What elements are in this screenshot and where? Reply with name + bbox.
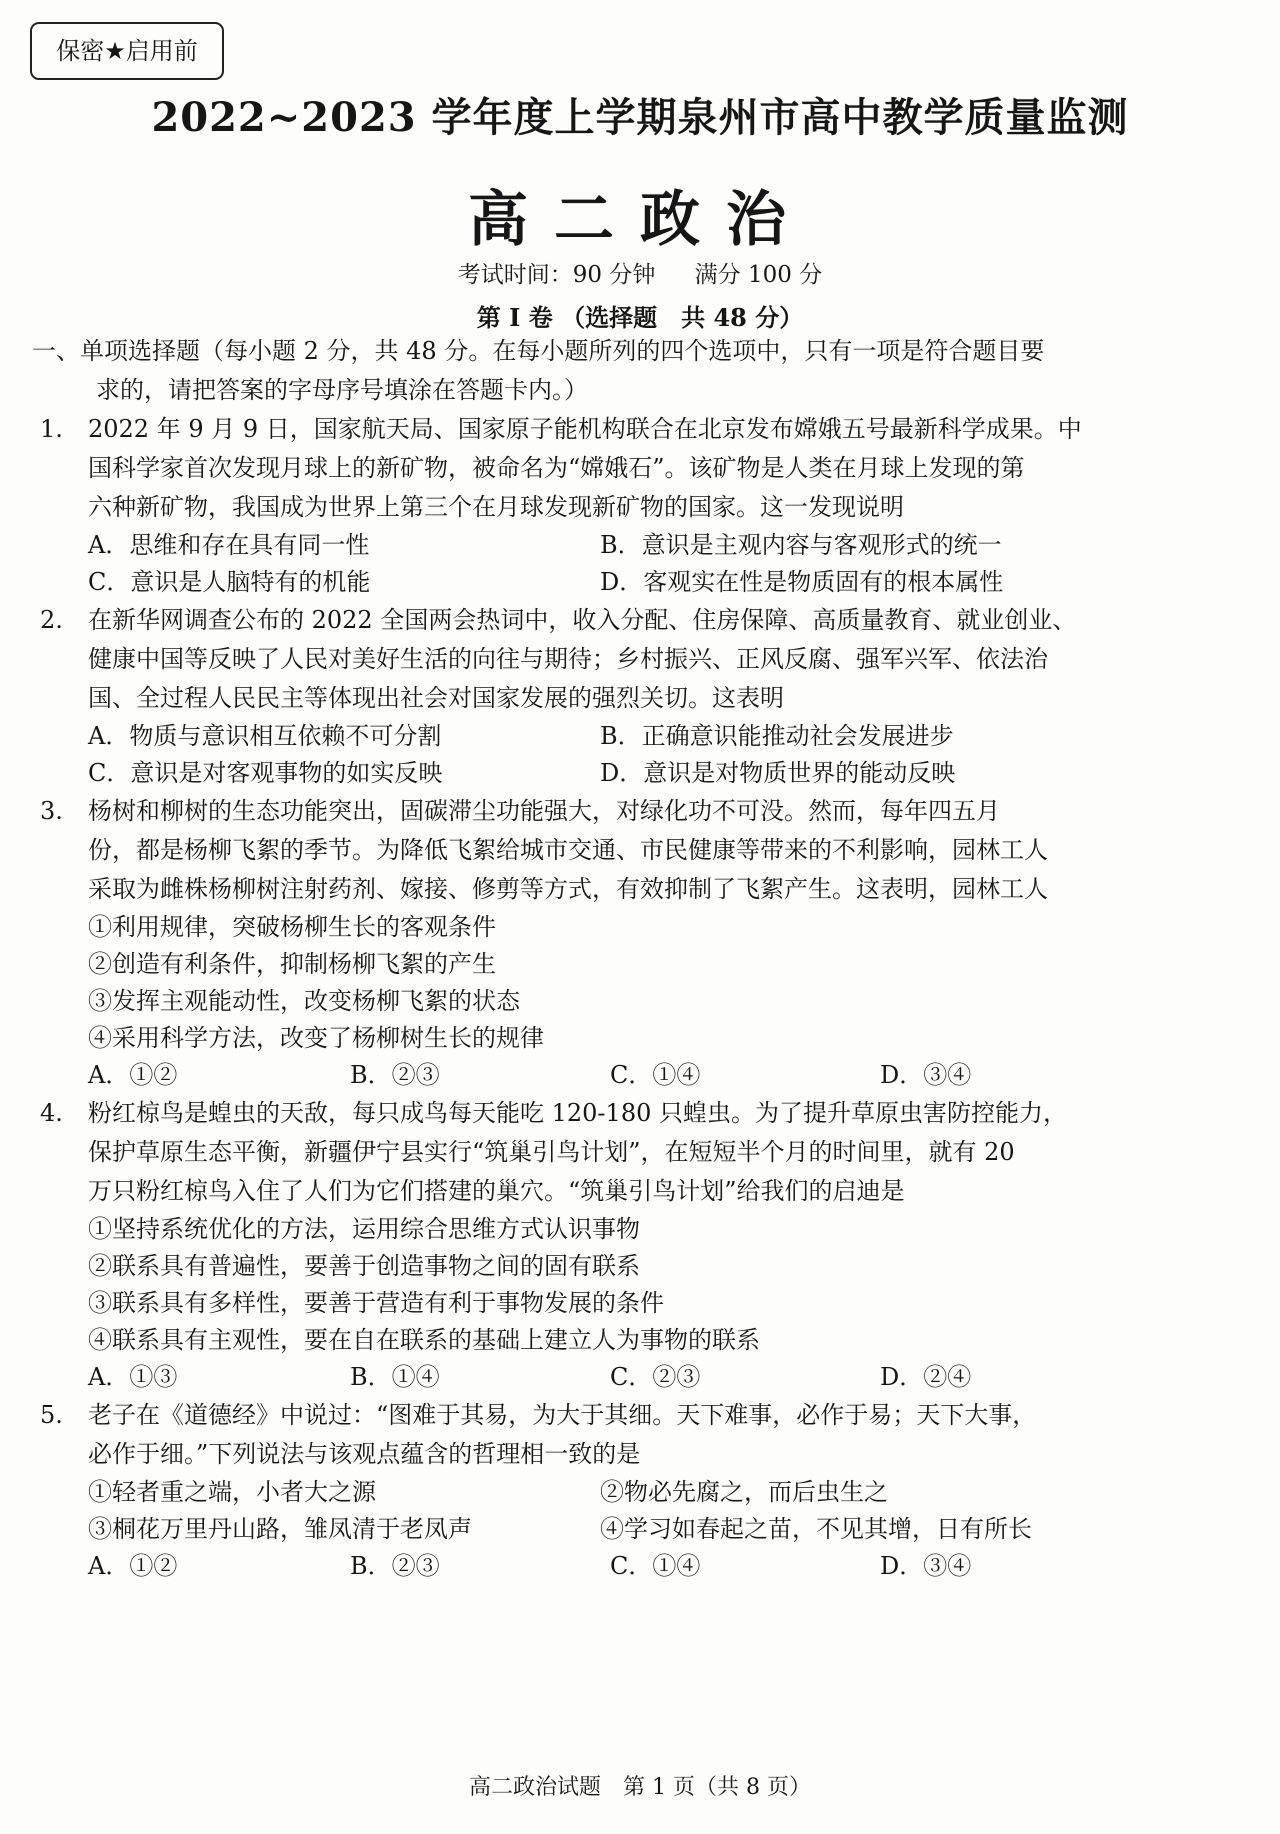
- question-line: 万只粉红椋鸟入住了人们为它们搭建的巢穴。“筑巢引鸟计划”给我们的启迪是: [88, 1177, 905, 1205]
- question-4: 4. 粉红椋鸟是蝗虫的天敌，每只成鸟每天能吃 120-180 只蝗虫。为了提升草原虫害防控能力，: [40, 1094, 1200, 1133]
- option-c: C．意识是对客观事物的如实反映: [88, 759, 443, 787]
- exam-time: 考试时间：90 分钟: [457, 262, 656, 288]
- statement: ①利用规律，突破杨柳生长的客观条件: [88, 913, 496, 941]
- statement: ①坚持系统优化的方法，运用综合思维方式认识事物: [88, 1215, 640, 1243]
- question-number: 4.: [40, 1099, 63, 1127]
- option-d: D．③④: [880, 1552, 972, 1580]
- option-b: B．①④: [350, 1363, 440, 1391]
- question-line: 国科学家首次发现月球上的新矿物，被命名为“嫦娥石”。该矿物是人类在月球上发现的第: [88, 454, 1025, 482]
- exam-title: 2022~2023 学年度上学期泉州市高中教学质量监测: [151, 94, 1129, 141]
- question-line: 保护草原生态平衡，新疆伊宁县实行“筑巢引鸟计划”，在短短半个月的时间里，就有 20: [88, 1138, 1015, 1166]
- option-b: B．正确意识能推动社会发展进步: [600, 722, 954, 750]
- option-d: D．③④: [880, 1061, 972, 1089]
- question-number: 3.: [40, 797, 63, 825]
- option-row: [40, 1548, 1200, 1585]
- statement: ③发挥主观能动性，改变杨柳飞絮的状态: [88, 987, 520, 1015]
- option-a: A．思维和存在具有同一性: [88, 531, 370, 559]
- statement-row: [40, 1474, 1200, 1511]
- statement: ②联系具有普遍性，要善于创造事物之间的固有联系: [88, 1252, 640, 1280]
- statement: ③桐花万里丹山路，雏凤清于老凤声: [88, 1515, 472, 1543]
- statement: ①轻者重之端，小者大之源: [88, 1478, 376, 1506]
- exam-info: [0, 256, 1280, 289]
- statement: ②物必先腐之，而后虫生之: [600, 1478, 888, 1506]
- option-a: A．①②: [88, 1552, 178, 1580]
- question-number: 5.: [40, 1401, 63, 1429]
- question-line: 份，都是杨柳飞絮的季节。为降低飞絮给城市交通、市民健康等带来的不利影响，园林工人: [88, 836, 1048, 864]
- subject-title: 高二政治: [468, 185, 812, 255]
- statement: ②创造有利条件，抑制杨柳飞絮的产生: [88, 950, 496, 978]
- section-heading-cont: 求的，请把答案的字母序号填涂在答题卡内。）: [96, 376, 588, 404]
- question-line: 六种新矿物，我国成为世界上第三个在月球发现新矿物的国家。这一发现说明: [88, 493, 904, 521]
- option-c: C．①④: [610, 1552, 701, 1580]
- confidential-stamp: 保密★启用前: [30, 22, 224, 80]
- question-line: 国、全过程人民民主等体现出社会对国家发展的强烈关切。这表明: [88, 684, 784, 712]
- question-5: 5. 老子在《道德经》中说过：“图难于其易，为大于其细。天下难事，必作于易；天下大事，: [40, 1396, 1200, 1435]
- option-row: [40, 1359, 1200, 1396]
- statement-row: [40, 1511, 1200, 1548]
- option-row: [40, 564, 1200, 601]
- option-d: D．②④: [880, 1363, 972, 1391]
- option-row: [40, 755, 1200, 792]
- question-line: 采取为雌株杨柳树注射药剂、嫁接、修剪等方式，有效抑制了飞絮产生。这表明，园林工人: [88, 875, 1048, 903]
- statement: ④联系具有主观性，要在自在联系的基础上建立人为事物的联系: [88, 1326, 760, 1354]
- question-2: 2. 在新华网调查公布的 2022 全国两会热词中，收入分配、住房保障、高质量教育、就业创业、: [40, 601, 1200, 640]
- option-b: B．②③: [350, 1552, 440, 1580]
- option-c: C．②③: [610, 1363, 701, 1391]
- option-a: A．①②: [88, 1061, 178, 1089]
- question-number: 1.: [40, 415, 63, 443]
- part-title: 第 I 卷 （选择题 共 48 分）: [476, 303, 804, 332]
- option-b: B．意识是主观内容与客观形式的统一: [600, 531, 1002, 559]
- option-a: A．物质与意识相互依赖不可分割: [88, 722, 442, 750]
- question-line: 健康中国等反映了人民对美好生活的向往与期待；乡村振兴、正风反腐、强军兴军、依法治: [88, 645, 1048, 673]
- question-area: [32, 332, 1200, 1585]
- option-b: B．②③: [350, 1061, 440, 1089]
- option-row: [40, 718, 1200, 755]
- statement: ④采用科学方法，改变了杨柳树生长的规律: [88, 1024, 544, 1052]
- question-1: 1. 2022 年 9 月 9 日，国家航天局、国家原子能机构联合在北京发布嫦娥五号最新科学成果。中: [40, 410, 1200, 449]
- question-line: 必作于细。”下列说法与该观点蕴含的哲理相一致的是: [88, 1440, 641, 1468]
- option-a: A．①③: [88, 1363, 178, 1391]
- full-score: 满分 100 分: [694, 262, 823, 288]
- option-c: C．①④: [610, 1061, 701, 1089]
- page-footer: 高二政治试题 第 1 页（共 8 页）: [469, 1775, 811, 1800]
- statement: ③联系具有多样性，要善于营造有利于事物发展的条件: [88, 1289, 664, 1317]
- section-heading: 一、单项选择题（每小题 2 分，共 48 分。在每小题所列的四个选项中，只有一项是符合题目要: [32, 337, 1045, 365]
- question-number: 2.: [40, 606, 63, 634]
- option-row: [40, 1057, 1200, 1094]
- option-row: [40, 527, 1200, 564]
- option-c: C．意识是人脑特有的机能: [88, 568, 371, 596]
- option-d: D．客观实在性是物质固有的根本属性: [600, 568, 1004, 596]
- question-3: 3. 杨树和柳树的生态功能突出，固碳滞尘功能强大，对绿化功不可没。然而，每年四五月: [40, 792, 1200, 831]
- statement: ④学习如春起之苗，不见其增，日有所长: [600, 1515, 1032, 1543]
- option-d: D．意识是对物质世界的能动反映: [600, 759, 956, 787]
